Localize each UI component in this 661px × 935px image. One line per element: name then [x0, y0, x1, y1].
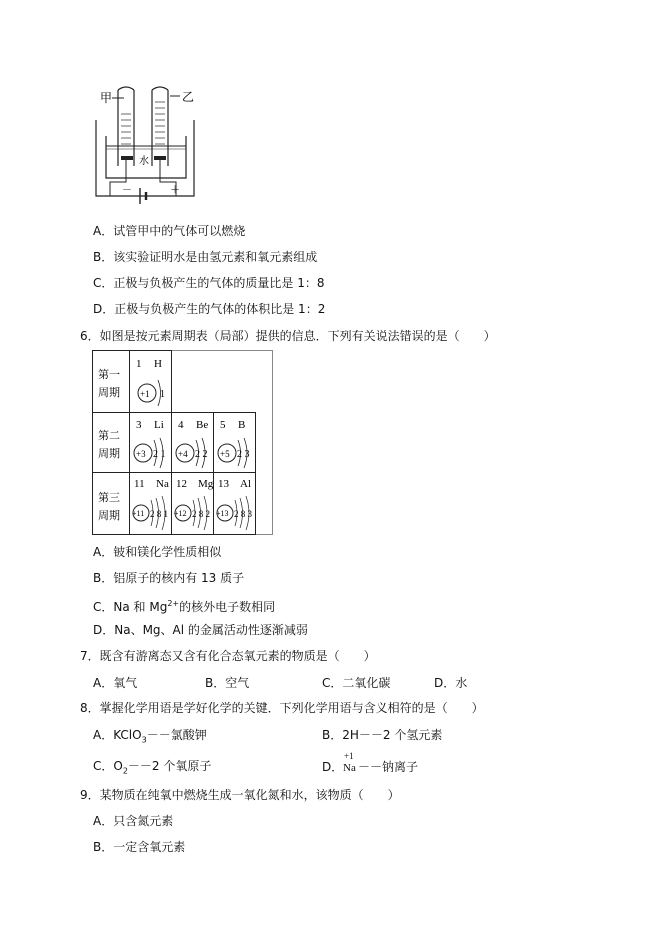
svg-text:3: 3: [136, 419, 142, 431]
svg-text:H: H: [154, 358, 162, 370]
svg-text:+12: +12: [174, 509, 187, 518]
q8-option-b: B．2H－－2 个氢元素: [322, 728, 443, 742]
svg-text:Li: Li: [154, 419, 164, 431]
svg-text:Be: Be: [196, 419, 209, 431]
q9-option-a: A．只含氮元素: [93, 814, 174, 828]
svg-text:B: B: [238, 419, 246, 431]
period-3-label: 第三周期: [98, 492, 120, 522]
element-na: [132, 478, 169, 530]
periodic-table: [92, 350, 274, 536]
element-h: [136, 358, 165, 406]
element-mg: [174, 478, 214, 530]
label-plus: ＋: [170, 185, 180, 196]
svg-text:+5: +5: [220, 449, 230, 459]
q9-stem: 9．某物质在纯氧中燃烧生成一氧化氮和水，该物质（ ）: [80, 788, 400, 802]
svg-text:5: 5: [220, 419, 226, 431]
svg-text:2 8 1: 2 8 1: [150, 509, 168, 519]
svg-text:+13: +13: [216, 509, 229, 518]
q7-option-a: A．氧气: [93, 676, 138, 690]
period-1-label: 第一周期: [98, 369, 120, 399]
svg-text:+1: +1: [140, 389, 150, 399]
q6-option-b: B．铝原子的核内有 13 质子: [93, 571, 245, 585]
q6-option-d: D．Na、Mg、Al 的金属活动性逐渐减弱: [93, 623, 308, 637]
q7-stem: 7．既含有游离态又含有化合态氧元素的物质是（ ）: [80, 649, 376, 663]
svg-text:1: 1: [136, 358, 142, 370]
svg-text:Na: Na: [156, 478, 169, 490]
q7-option-b: B．空气: [205, 676, 250, 690]
electrolysis-diagram: [90, 84, 200, 212]
svg-text:2 2: 2 2: [195, 449, 208, 460]
svg-text:+4: +4: [178, 449, 188, 459]
svg-text:2 1: 2 1: [153, 449, 166, 460]
element-b: [218, 419, 250, 468]
q5-option-d: D．正极与负极产生的气体的体积比是 1：2: [93, 302, 326, 316]
svg-text:11: 11: [134, 478, 145, 490]
q5-option-c: C．正极与负极产生的气体的质量比是 1：8: [93, 276, 325, 290]
element-li: [134, 419, 166, 468]
svg-text:12: 12: [176, 478, 187, 490]
q6-stem: 6．如图是按元素周期表（局部）提供的信息．下列有关说法错误的是（ ）: [80, 329, 496, 343]
svg-text:2 8 3: 2 8 3: [234, 509, 252, 519]
q7-option-d: D．水: [434, 676, 468, 690]
svg-text:2 8 2: 2 8 2: [192, 509, 210, 519]
element-be: [176, 419, 208, 468]
svg-text:1: 1: [160, 389, 165, 400]
q5-option-a: A．试管甲中的气体可以燃烧: [93, 224, 246, 238]
svg-text:+3: +3: [136, 449, 146, 459]
label-yi: 乙: [182, 90, 195, 104]
q9-option-b: B．一定含氧元素: [93, 840, 186, 854]
q8-option-c: C．$O_2--2$ 个氧原子: [93, 759, 212, 776]
q8-option-a: A．KClO$_3$－－氯酸钾: [93, 728, 207, 745]
q5-option-b: B．该实验证明水是由氢元素和氧元素组成: [93, 250, 318, 264]
svg-text:2 3: 2 3: [237, 449, 250, 460]
q8-stem: 8．掌握化学用语是学好化学的关键．下列化学用语与含义相符的是（ ）: [80, 701, 484, 715]
label-water: 水: [139, 156, 149, 167]
label-minus: －: [122, 185, 132, 196]
element-al: [216, 478, 253, 530]
svg-text:Mg: Mg: [198, 478, 214, 490]
svg-text:13: 13: [218, 478, 229, 490]
q7-option-c: C．二氧化碳: [322, 676, 391, 690]
q6-option-a: A．铍和镁化学性质相似: [93, 545, 222, 559]
svg-text:4: 4: [178, 419, 184, 431]
label-jia: 甲: [100, 91, 113, 105]
svg-text:+11: +11: [132, 509, 145, 518]
svg-text:Al: Al: [240, 478, 251, 490]
q6-option-c: C．Na 和 $Mg^{2+}$的核外电子数相同: [93, 599, 276, 614]
period-2-label: 第二周期: [98, 430, 120, 460]
